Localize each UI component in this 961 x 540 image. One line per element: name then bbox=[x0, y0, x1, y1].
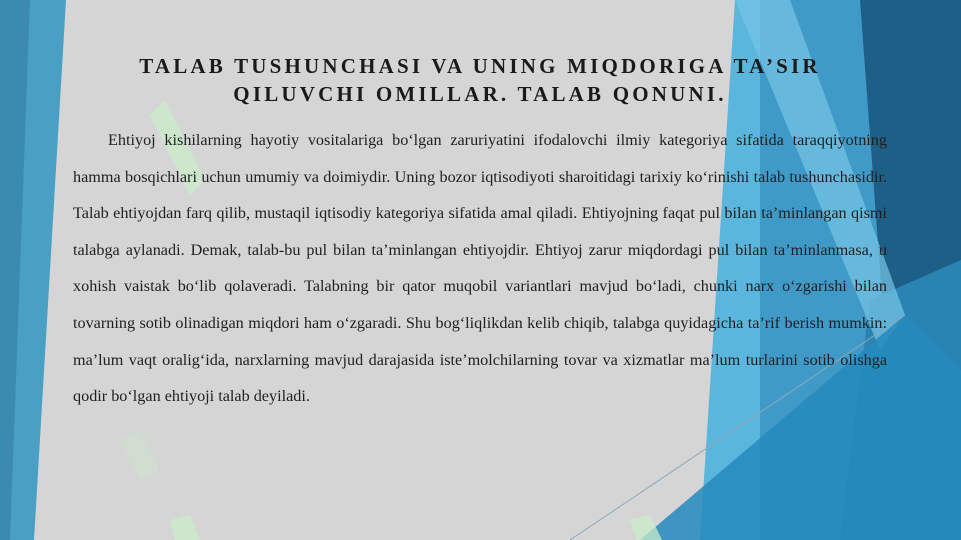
slide-title bbox=[70, 52, 890, 108]
title-line-1: TALAB TUSHUNCHASI VA UNING MIQDORIGA TA’SIR bbox=[139, 54, 821, 78]
title-line-2: QILUVCHI OMILLAR. TALAB QONUNI. bbox=[233, 82, 727, 106]
body-paragraph: Ehtiyoj kishilarning hayotiy vositalariga bo‘lgan zaruriyatini ifodalovchi ilmiy kategoriya sifatida taraqqiyotning hamma bosqichlari uchun umumiy va doimiydir. Uning bozor iqtisodiyoti sharoitidagi tarixiy ko‘rinishi talab tushunchasidir. Talab ehtiyojdan farq qilib, mustaqil iqtisodiy kategoriya sifatida amal qiladi. Ehtiyojning faqat pul bilan ta’minlangan qismi talabga aylanadi. Demak, talab-bu pul bilan ta’minlangan ehtiyojdir. Ehtiyoj zarur miqdordagi pul bilan ta’minlanmasa, u xohish vaistak bo‘lib qolaveradi. Talabning bir qator muqobil variantlari mavjud bo‘ladi, chunki narx o‘zgarishi bilan tovarning sotib olinadigan miqdori ham o‘zgaradi. Shu bog‘liqlikdan kelib chiqib, talabga quyidagicha ta’rif berish mumkin: ma’lum vaqt oralig‘ida, narxlarning mavjud darajasida iste’molchilarning tovar va xizmatlar ma’lum turlarini sotib olishga qodir bo‘lgan ehtiyoji talab deyiladi. bbox=[73, 131, 887, 406]
